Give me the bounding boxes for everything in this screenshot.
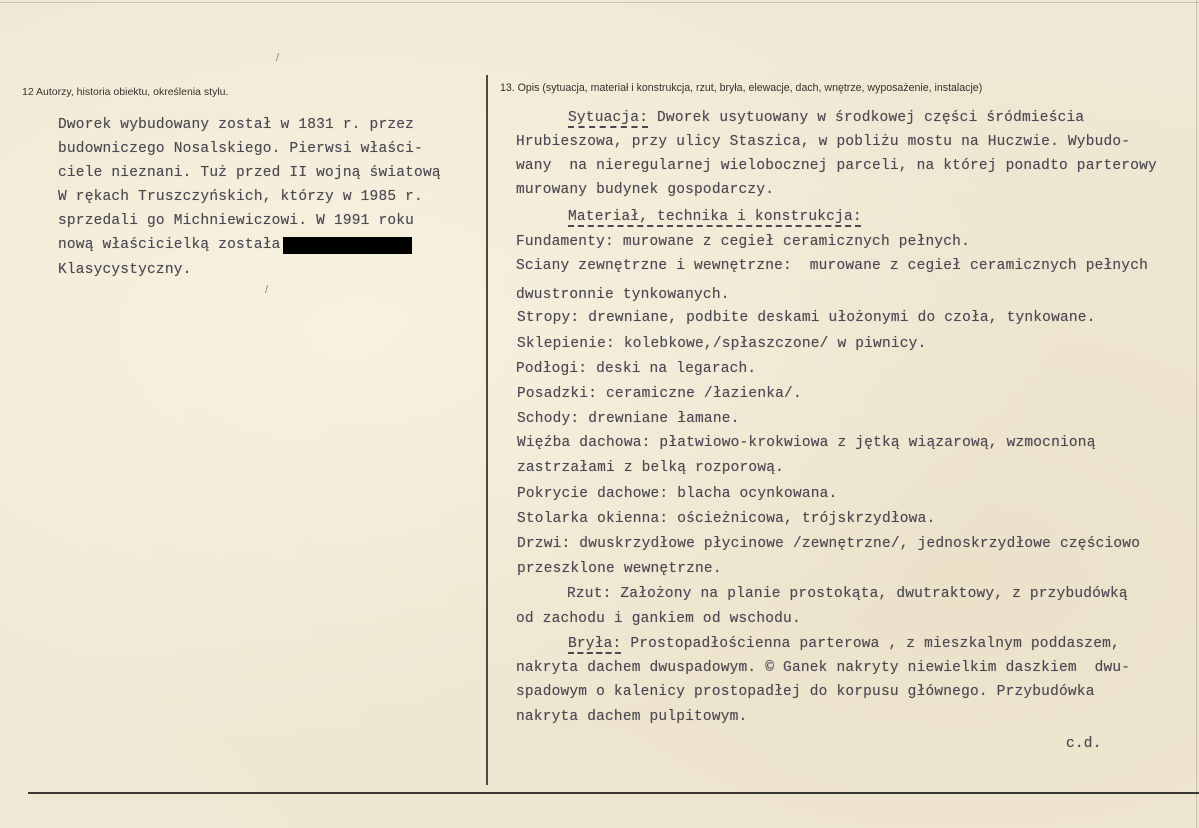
section-13-line <box>568 635 1120 653</box>
section-13-line: Drzwi: dwuskrzydłowe płycinowe /zewnętrzne/, jednoskrzydłowe częściowo <box>517 536 1141 552</box>
section-13-line: wany na nieregularnej wielobocznej parceli, na której ponadto parterowy <box>516 158 1157 174</box>
section-13-line: Hrubieszowa, przy ulicy Staszica, w pobliżu mostu na Huczwie. Wybudo- <box>516 134 1131 150</box>
label-material: Materiał, technika i konstrukcja: <box>568 209 862 225</box>
section-13-line: Posadzki: ceramiczne /łazienka/. <box>517 386 802 402</box>
section-13-line: Stolarka okienna: ościeżnicowa, trójskrzydłowa. <box>517 511 936 527</box>
section-12-line: budowniczego Nosalskiego. Pierwsi właści- <box>58 141 423 157</box>
section-13-line: Sklepienie: kolebkowe,/spłaszczone/ w piwnicy. <box>517 336 927 352</box>
section-13-line: nakryta dachem dwuspadowym. © Ganek nakryty niewielkim daszkiem dwu- <box>516 660 1131 676</box>
line-text: Dworek usytuowany w środkowej części śródmieścia <box>648 110 1085 126</box>
stray-mark: / <box>265 284 269 296</box>
section-12-line: Dworek wybudowany został w 1831 r. przez <box>58 117 415 133</box>
section-12-header: 12 Autorzy, historia obiektu, określenia stylu. <box>22 86 229 98</box>
section-13-line: Stropy: drewniane, podbite deskami ułożonymi do czoła, tynkowane. <box>517 310 1096 326</box>
section-13-line: od zachodu i gankiem od wschodu. <box>516 611 801 627</box>
section-13-line: spadowym o kalenicy prostopadłej do korpusu głównego. Przybudówka <box>516 684 1095 700</box>
stray-mark: / <box>276 52 280 64</box>
section-13-line: Podłogi: deski na legarach. <box>516 361 757 377</box>
section-13-line: zastrzałami z belką rozporową. <box>517 460 785 476</box>
label-sytuacja: Sytuacja: <box>568 110 649 126</box>
section-12-line: Klasycystyczny. <box>58 262 192 278</box>
section-12-line: nową właścicielką została <box>58 237 281 253</box>
section-13-line: murowany budynek gospodarczy. <box>516 182 775 198</box>
section-12-line: ciele nieznani. Tuż przed II wojną światową <box>58 165 441 181</box>
section-12-line: W rękach Truszczyńskich, którzy w 1985 r. <box>58 189 423 205</box>
section-13-line: Pokrycie dachowe: blacha ocynkowana. <box>517 486 838 502</box>
line-text: Prostopadłościenna parterowa , z mieszkalnym poddaszem, <box>621 636 1120 652</box>
section-13-line <box>568 208 862 226</box>
section-13-line: Rzut: Założony na planie prostokąta, dwutraktowy, z przybudówką <box>567 586 1128 602</box>
right-edge-line <box>1196 0 1197 828</box>
label-bryla: Bryła: <box>568 636 622 652</box>
bottom-rule <box>28 792 1199 794</box>
redaction-box <box>283 237 412 254</box>
top-edge-line <box>0 2 1199 3</box>
section-13-line <box>568 109 1084 127</box>
section-13-line: Fundamenty: murowane z cegieł ceramicznych pełnych. <box>516 234 970 250</box>
section-13-header: 13. Opis (sytuacja, materiał i konstrukcja, rzut, bryła, elewacje, dach, wnętrze, wyposażenie, instalacje) <box>500 82 983 94</box>
continued-mark: c.d. <box>1066 736 1102 752</box>
section-13-line: przeszklone wewnętrzne. <box>517 561 722 577</box>
section-12-line: sprzedali go Michniewiczowi. W 1991 roku <box>58 213 415 229</box>
section-13-line: nakryta dachem pulpitowym. <box>516 709 748 725</box>
section-13-line: Sciany zewnętrzne i wewnętrzne: murowane z cegieł ceramicznych pełnych <box>516 258 1149 274</box>
section-13-line: dwustronnie tynkowanych. <box>516 287 730 303</box>
section-13-line: Schody: drewniane łamane. <box>517 411 740 427</box>
section-13-line: Więźba dachowa: płatwiowo-krokwiowa z jętką wiązarową, wzmocnioną <box>517 435 1096 451</box>
column-divider <box>486 75 488 785</box>
